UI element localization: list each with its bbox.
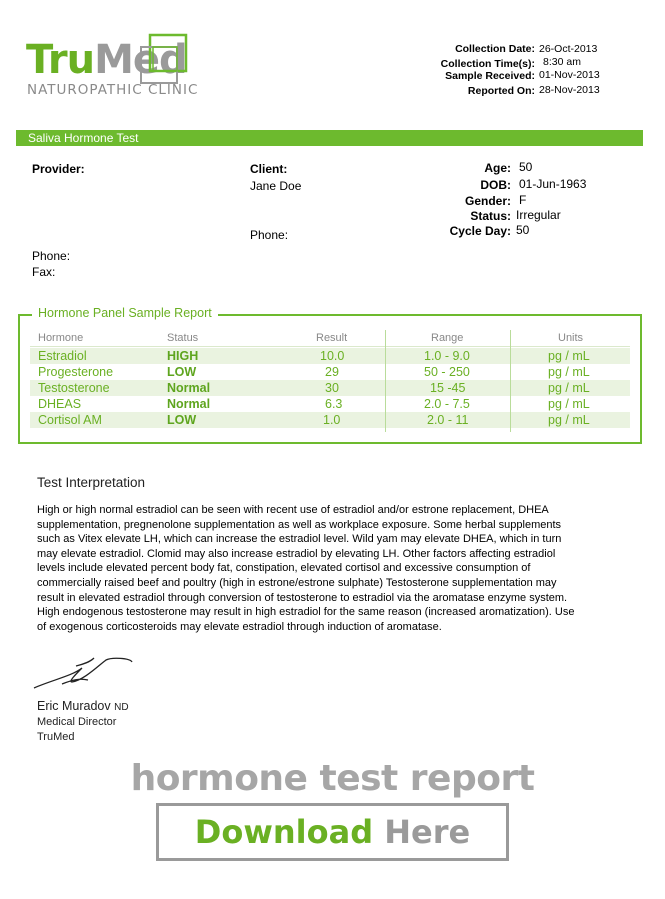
dob-value: 01-Jun-1963 [519,177,587,191]
column-divider [510,330,511,432]
cell-result: 6.3 [325,397,343,411]
cell-status: HIGH [167,349,199,363]
signatory-org: TruMed [37,731,75,743]
signatory-role: Medical Director [37,716,117,728]
header-hormone: Hormone [38,332,84,344]
age-value: 50 [519,160,533,174]
collection-date-label: Collection Date: [455,43,535,55]
promo-title: hormone test report [130,758,535,799]
logo-subtitle: NATUROPATHIC CLINIC [27,82,199,98]
cell-hormone: Estradiol [38,349,87,363]
interpretation-body: High or high normal estradiol can be seen with recent use of estradiol and/or estrone replacement, DHEA supplementation, pregnenolone supplementation as well as workplace exposure. Some herbal supplements such as Vitex elevate LH, which can increase the estradiol level. Wild yam may elevate DHEA, which in turn may elevate estradiol. Clomid may also increase estradiol by elevating LH. Other factors affecting estradiol levels include elevated percent body fat, constipation, elevated cortisol and excessive consumption of commercially raised beef and poultry (high in estrone/estrone sulphate) Testosterone supplementation may result in elevated estradiol through conversion of testosterone to estradiol via the aromatase enzyme system. High endogenous testosterone may result in high estradiol for the same reason (increased aromatization). Use of exogenous corticosteroids may elevate estradiol through induction of aromatase. [37,504,575,633]
collection-date: 26-Oct-2013 [539,43,598,55]
logo-med: Med [94,37,187,83]
header-units: Units [558,332,584,344]
test-title-band: Saliva Hormone Test [16,130,643,146]
cell-status: Normal [167,381,211,395]
collection-time: 8:30 am [543,56,581,68]
client-name: Jane Doe [250,179,302,193]
cell-range: 15 -45 [430,381,466,395]
collection-meta [0,0,665,100]
cell-result: 10.0 [320,349,345,363]
header-status: Status [167,332,199,344]
provider-label: Provider: [32,162,85,176]
cell-range: 2.0 - 11 [427,413,469,427]
gender-label: Gender: [464,194,511,208]
cell-result: 29 [325,365,339,379]
status-label: Status: [470,209,511,223]
cell-status: LOW [167,365,197,379]
column-divider [385,330,386,432]
download-button[interactable] [156,803,509,861]
sample-received: 01-Nov-2013 [539,69,600,81]
download-word: Download [194,813,374,851]
header-range: Range [431,332,464,344]
cycle-day-label: Cycle Day: [449,224,511,238]
gender-value: F [519,193,527,207]
cell-range: 1.0 - 9.0 [424,349,470,363]
cell-hormone: DHEAS [38,397,82,411]
here-word: Here [384,813,471,851]
cycle-day-value: 50 [516,223,530,237]
signatory-name [37,699,129,713]
cell-units: pg / mL [548,365,590,379]
cell-units: pg / mL [548,413,590,427]
cell-units: pg / mL [548,381,590,395]
dob-label: DOB: [480,178,511,192]
reported-on-label: Reported On: [467,85,535,97]
cell-units: pg / mL [548,349,590,363]
logo-tru: Tru [26,37,95,83]
cell-status: Normal [167,397,211,411]
cell-units: pg / mL [548,397,590,411]
collection-time-label: Collection Time(s): [440,58,535,70]
interpretation-title: Test Interpretation [37,475,146,490]
reported-on: 28-Nov-2013 [539,84,600,96]
cell-hormone: Progesterone [38,365,114,379]
sample-received-label: Sample Received: [445,70,535,82]
client-label: Client: [250,162,288,176]
hormone-panel-title: Hormone Panel Sample Report [32,306,218,320]
signatory-suffix: ND [114,702,129,713]
cell-range: 50 - 250 [424,365,470,379]
signature-icon [32,654,136,694]
cell-result: 1.0 [323,413,341,427]
client-phone-label: Phone: [250,228,289,242]
header-result: Result [316,332,348,344]
header-divider [30,346,630,347]
provider-fax-label: Fax: [32,265,56,279]
cell-result: 30 [325,381,339,395]
cell-hormone: Testosterone [38,381,110,395]
signatory-name-text: Eric Muradov [37,699,111,713]
cell-hormone: Cortisol AM [38,413,102,427]
signatory-details [37,715,116,745]
provider-phone-label: Phone: [32,249,71,263]
status-value: Irregular [516,208,561,222]
cell-status: LOW [167,413,197,427]
cell-range: 2.0 - 7.5 [424,397,470,411]
age-label: Age: [484,161,511,175]
